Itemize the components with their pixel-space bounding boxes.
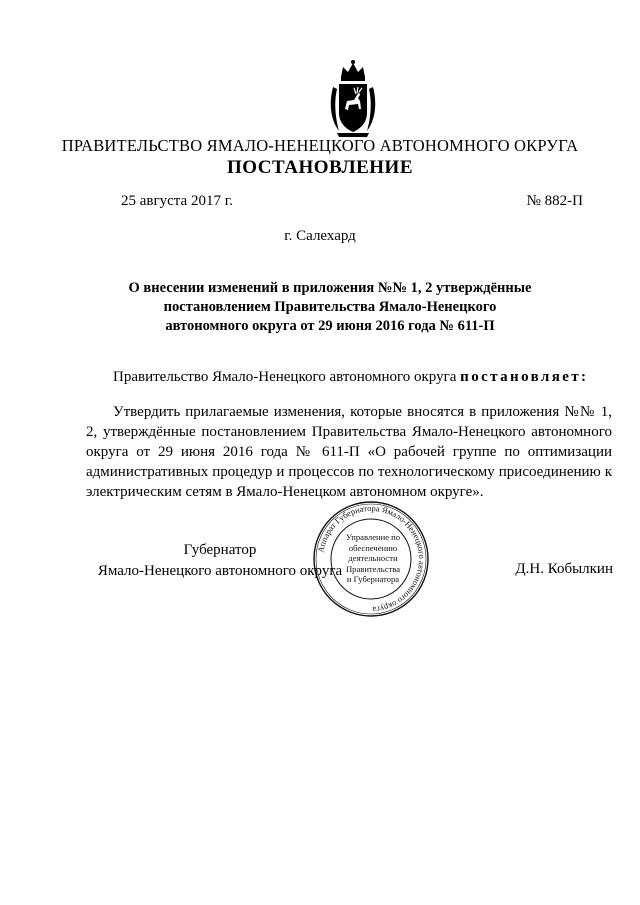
decree-word: постановляет: xyxy=(460,369,589,385)
seal-line: и Губернатора xyxy=(346,574,400,584)
seal-line: обеспечению xyxy=(348,542,398,553)
subject-line: О внесении изменений в приложения №№ 1, 2 утверждённые xyxy=(128,280,532,296)
document-city: г. Салехард xyxy=(284,228,356,244)
document-date: 25 августа 2017 г. xyxy=(121,193,233,209)
subject-line: постановлением Правительства Ямало-Ненецкого xyxy=(163,299,497,315)
signatory-title xyxy=(90,540,350,582)
preamble-text: Правительство Ямало-Ненецкого автономного округа xyxy=(113,369,461,385)
seal-line: деятельности xyxy=(348,553,398,563)
seal-ring-path: Аппарат Губернатора Ямало-Ненецкого автономного округа xyxy=(315,502,428,616)
coat-of-arms-icon xyxy=(327,57,379,139)
seal-line: Правительства xyxy=(345,563,401,574)
seal-line: Управление по xyxy=(345,532,401,542)
document-type: ПОСТАНОВЛЕНИЕ xyxy=(226,157,414,178)
preamble xyxy=(113,369,588,386)
body-paragraph: Утвердить прилагаемые изменения, которые вносятся в приложения №№ 1, 2, утверждённые постановлением Правительства Ямало-Ненецкого автономного округа от 29 июня 2016 года № 611-П «О рабочей группе по оптимизации административных процедур и процессов по технологическому присоединению к электрическим сетям в Ямало-Ненецком автономном округе». xyxy=(86,404,612,500)
signatory-name: Д.Н. Кобылкин xyxy=(515,561,613,577)
government-title: ПРАВИТЕЛЬСТВО ЯМАЛО-НЕНЕЦКОГО АВТОНОМНОГО ОКРУГА xyxy=(61,136,579,155)
signatory-region: Ямало-Ненецкого автономного округа xyxy=(97,563,343,579)
document-body xyxy=(86,402,612,502)
document-subject xyxy=(120,279,540,336)
subject-line: автономного округа от 29 июня 2016 года № 611-П xyxy=(165,318,495,334)
document-number: № 882-П xyxy=(526,193,583,209)
seal-inner-text xyxy=(338,532,408,585)
signatory-position: Губернатор xyxy=(183,542,257,558)
